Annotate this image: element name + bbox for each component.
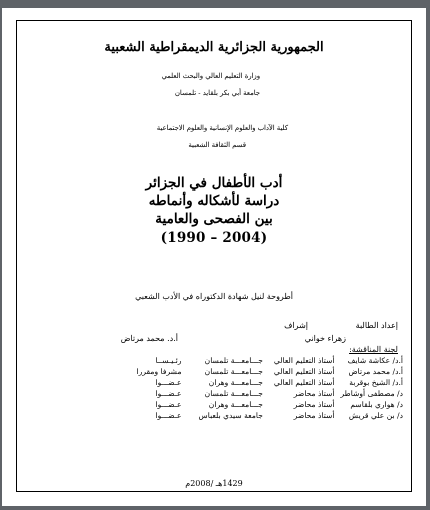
student-name: زهراء خواني — [304, 334, 346, 343]
member-role: عـضـــوا — [155, 389, 182, 398]
thesis-title-line-1: أدب الأطفال في الجزائر — [145, 175, 283, 191]
committee-member-row — [134, 355, 406, 366]
committee-member-row — [134, 399, 406, 410]
committee-label: لجنة المناقشة: — [349, 345, 398, 354]
thesis-title-line-3: بين الفصحى والعامية — [155, 211, 273, 227]
member-name: أ.د/ محمد مرتاض — [348, 367, 403, 376]
faculty-line: كلية الآداب والعلوم الإنسانية والعلوم الاجتماعية — [156, 124, 288, 132]
committee-member-row — [134, 388, 406, 399]
member-university: جـــامعـــة وهران — [208, 400, 263, 409]
committee-member-row — [134, 410, 406, 421]
member-role: عـضـــوا — [155, 411, 182, 420]
thesis-title-years: (1990 – 2004) — [160, 230, 268, 246]
member-role: مشرفا ومقررا — [136, 367, 182, 376]
republic-heading: الجمهورية الجزائرية الديمقراطية الشعبية — [104, 40, 324, 55]
member-rank: أستاذ محاضر — [293, 389, 335, 398]
member-rank: أستاذ التعليم العالي — [273, 367, 335, 376]
member-name: أ.د/ عكاشة شايف — [347, 356, 403, 365]
member-university: جـــامعـــة تلمسان — [204, 367, 263, 376]
member-name: د/ مصطفى أوشاطر — [340, 389, 403, 398]
member-name: أ.د/ الشيخ بوقربة — [349, 378, 403, 387]
thesis-purpose: أطروحة لنيل شهادة الدكتوراه في الأدب الشعبي — [135, 292, 293, 301]
supervision-label: إشراف — [284, 321, 308, 330]
member-university: جـــامعـــة تلمسان — [204, 356, 263, 365]
member-rank: أستاذ محاضر — [293, 400, 335, 409]
member-name: د/ بن علي قريش — [348, 411, 403, 420]
document-page — [2, 8, 426, 506]
university-line: جامعة أبي بكر بلقايد - تلمسان — [174, 89, 260, 97]
member-name: د/ هواري بلقاسم — [350, 400, 403, 409]
member-university: جـــامعـــة وهران — [208, 378, 263, 387]
committee-table — [134, 355, 406, 421]
member-university: جـــامعـــة تلمسان — [204, 389, 263, 398]
department-line: قسم الثقافة الشعبية — [188, 141, 246, 149]
member-rank: أستاذ التعليم العالي — [273, 378, 335, 387]
committee-member-row — [134, 377, 406, 388]
member-role: رئـيـســا — [155, 356, 182, 365]
academic-year: 1429هـ /2008م — [185, 479, 243, 488]
member-university: جامعة سيدي بلعباس — [198, 411, 263, 420]
member-role: عـضـــوا — [155, 378, 182, 387]
member-rank: أستاذ محاضر — [293, 411, 335, 420]
thesis-title-line-2: دراسة لأشكاله وأنماطه — [148, 193, 280, 209]
member-role: عـضـــوا — [155, 400, 182, 409]
member-rank: أستاذ التعليم العالي — [273, 356, 335, 365]
supervisor-name: أ.د. محمد مرتاض — [120, 334, 178, 343]
ministry-line: وزارة التعليم العالي والبحث العلمي — [161, 72, 260, 80]
committee-member-row — [134, 366, 406, 377]
prepared-by-label: إعداد الطالبة — [355, 321, 398, 330]
